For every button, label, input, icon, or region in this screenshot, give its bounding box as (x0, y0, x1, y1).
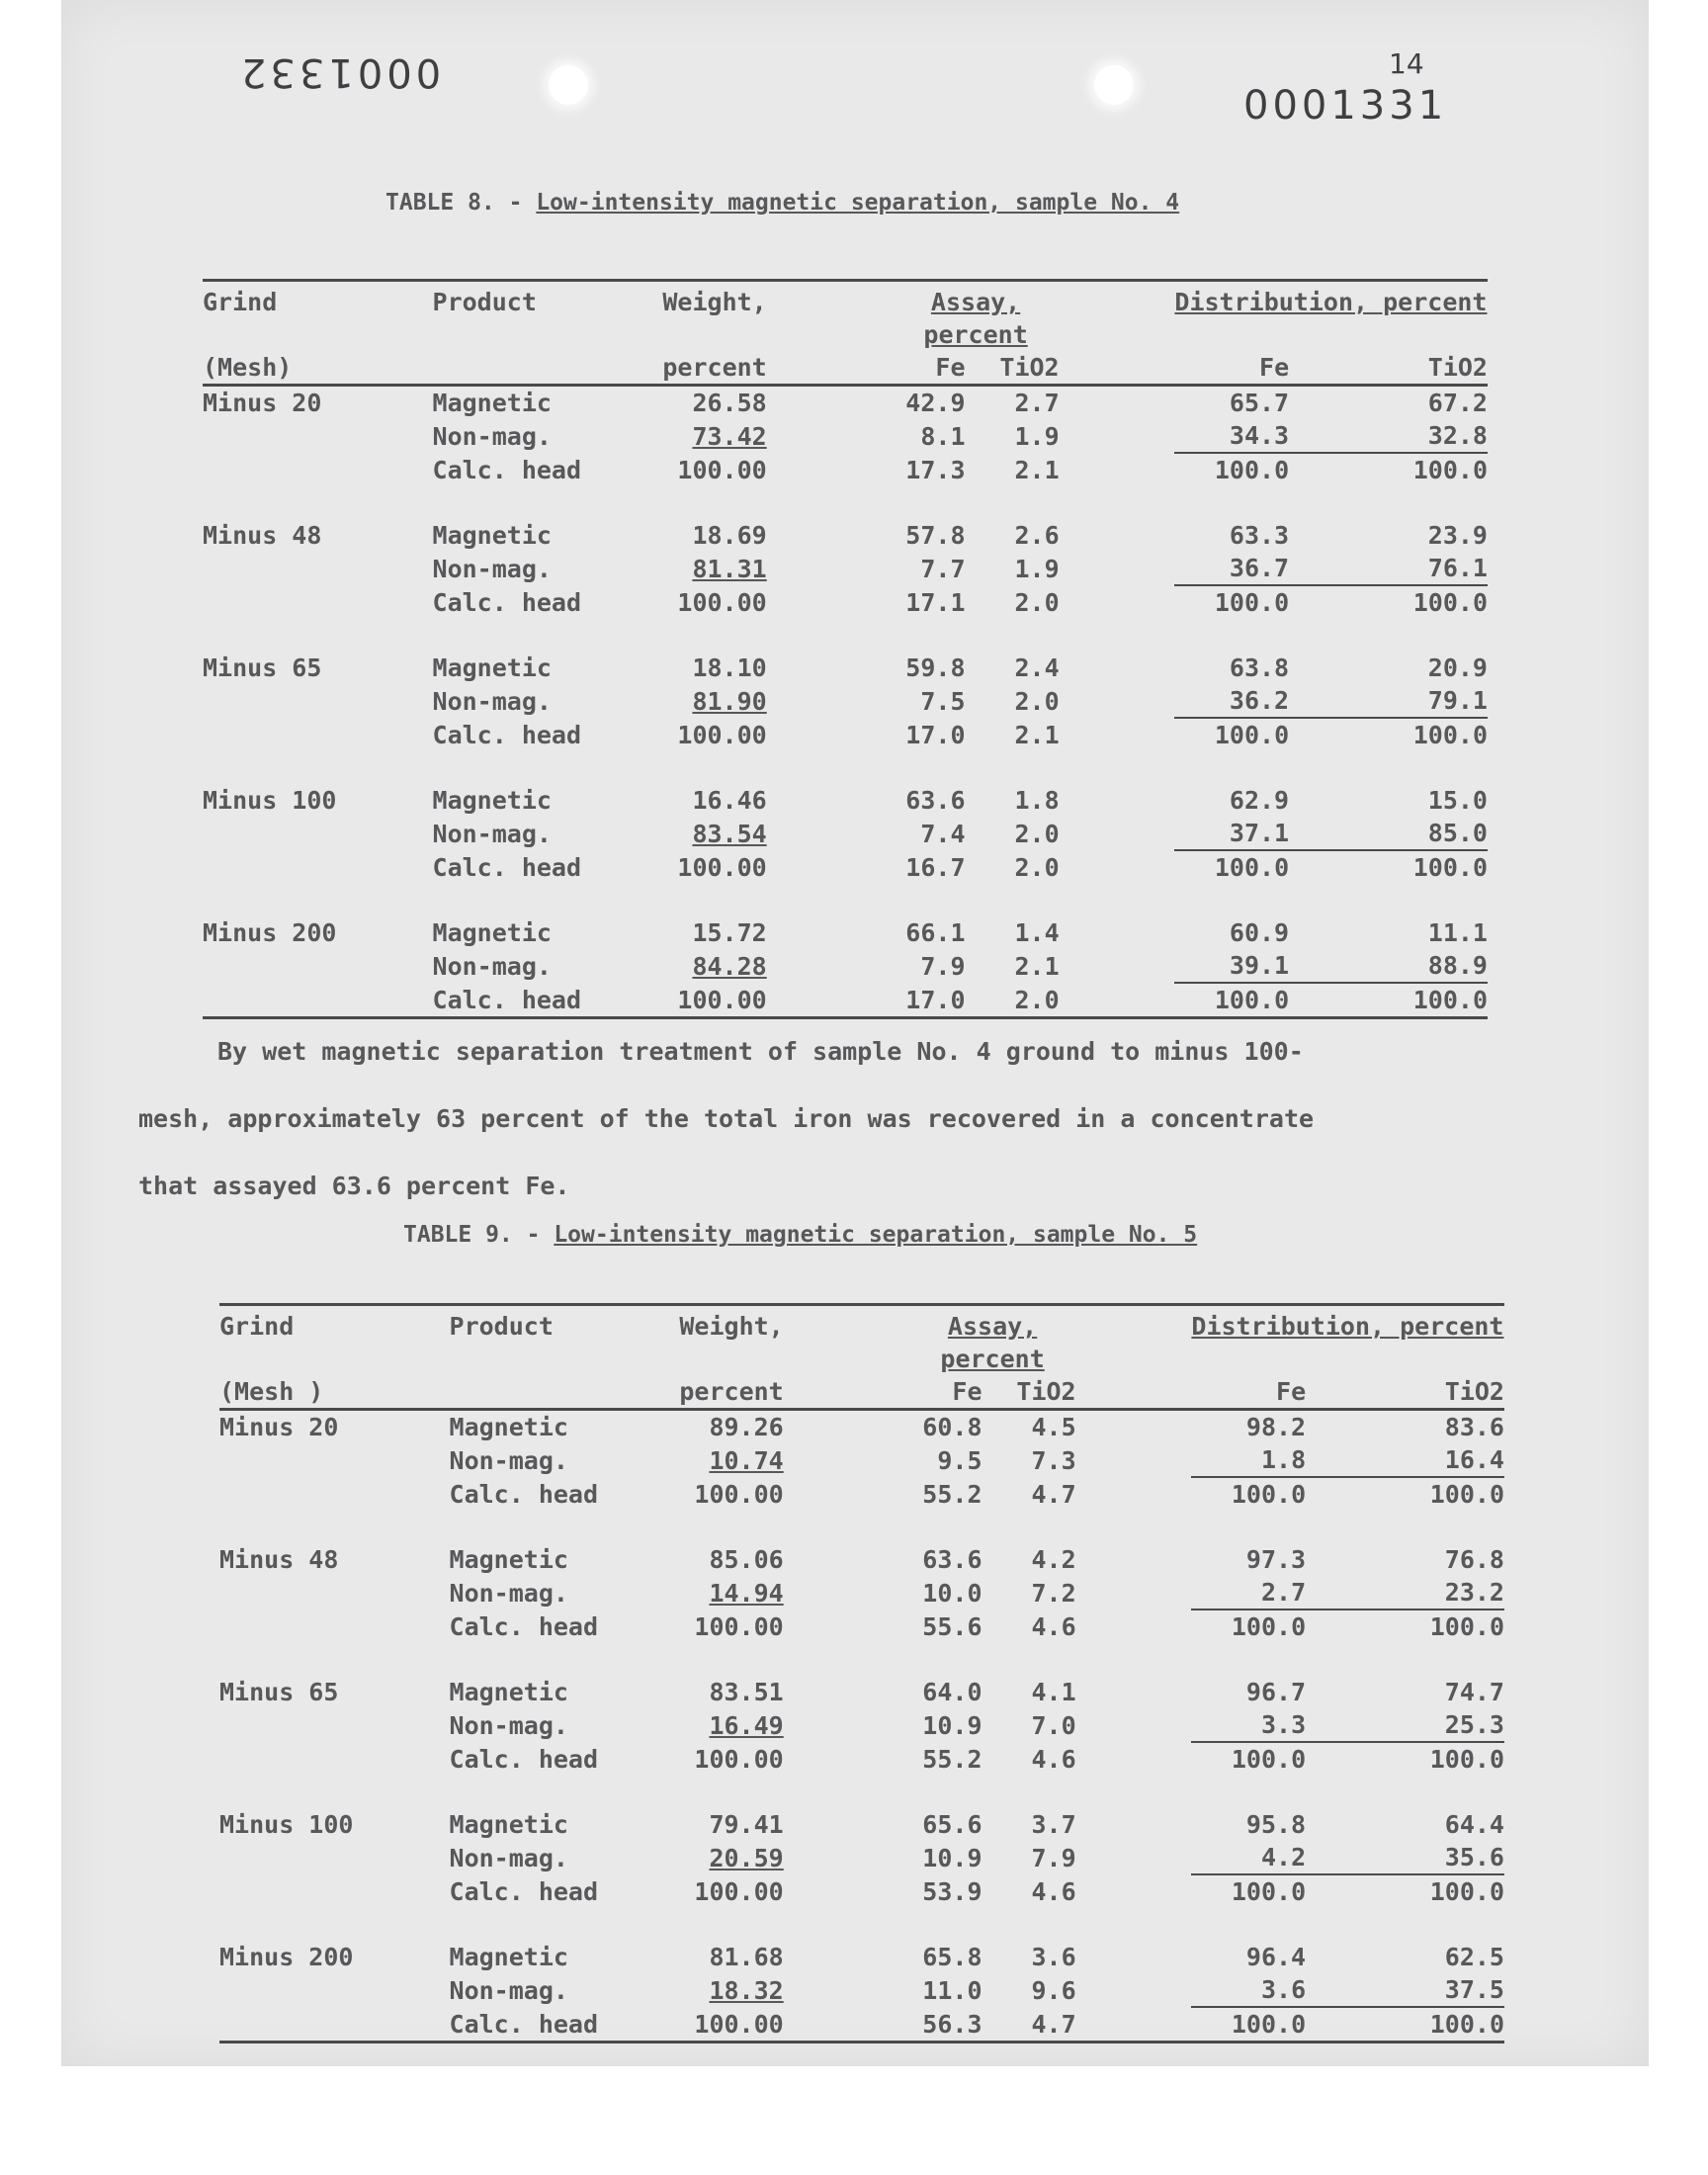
assay-fe-cell: 65.6 (922, 1810, 982, 1839)
table8-caption (385, 190, 1179, 216)
table8-label: TABLE 8. - (385, 190, 537, 216)
product-cell: Calc. head (433, 983, 641, 1018)
dist-fe-cell: 63.3 (1229, 521, 1290, 550)
dist-tio2-cell: 100.0 (1412, 721, 1488, 749)
product-cell: Calc. head (449, 1744, 599, 1774)
grind-cell: Minus 20 (219, 1413, 339, 1441)
dist-tio2-cell: 100.0 (1373, 983, 1488, 1018)
table-row (203, 419, 1488, 453)
header-weight: Weight, (658, 1305, 784, 1376)
grind-group (219, 1908, 1504, 2043)
product-cell: Non-mag. (432, 686, 552, 716)
grind-cell (203, 419, 433, 453)
grind-cell (203, 983, 433, 1018)
table-row (219, 1742, 1504, 1776)
weight-cell: 18.69 (692, 521, 767, 550)
table-row (203, 751, 1488, 817)
assay-tio2-cell: 4.1 (1031, 1678, 1076, 1706)
table-row (203, 684, 1488, 718)
grind-group (203, 619, 1488, 751)
assay-tio2-cell: 7.3 (1031, 1445, 1076, 1475)
assay-tio2-cell: 1.4 (1014, 918, 1060, 947)
assay-tio2-cell: 2.6 (1014, 521, 1060, 550)
dist-fe-cell: 96.4 (1245, 1943, 1307, 1971)
dist-fe-cell: 100.0 (1231, 1877, 1307, 1906)
assay-tio2-cell: 2.7 (1014, 389, 1060, 417)
dist-fe-cell: 39.1 (1174, 949, 1289, 983)
grind-cell: Minus 200 (203, 918, 337, 947)
table-row (219, 1511, 1504, 1576)
dist-tio2-cell: 100.0 (1390, 2007, 1504, 2043)
table-row (219, 1576, 1504, 1610)
dist-fe-cell: 34.3 (1174, 419, 1289, 453)
dist-tio2-cell: 76.8 (1444, 1545, 1504, 1574)
product-cell: Calc. head (449, 1876, 599, 1906)
dist-tio2-cell: 16.4 (1390, 1443, 1504, 1477)
body-paragraph (138, 1018, 1522, 1220)
product-cell: Magnetic (432, 653, 552, 682)
grind-cell (203, 949, 433, 983)
grind-cell: Minus 48 (219, 1545, 339, 1574)
header-dist-fe: Fe (1174, 351, 1289, 386)
product-cell: Non-mag. (432, 951, 552, 981)
assay-fe-cell: 8.1 (920, 421, 966, 451)
dist-tio2-cell: 100.0 (1412, 853, 1488, 882)
weight-cell: 100.00 (677, 852, 767, 882)
weight-cell: 73.42 (692, 421, 767, 451)
assay-tio2-cell: 7.2 (1031, 1578, 1076, 1608)
product-cell: Non-mag. (432, 554, 552, 583)
grind-group (203, 386, 1488, 487)
dist-fe-cell: 95.8 (1245, 1810, 1307, 1839)
dist-tio2-cell: 67.2 (1427, 389, 1488, 417)
weight-cell: 85.06 (709, 1545, 784, 1574)
table-row (203, 850, 1488, 884)
weight-cell: 100.00 (641, 983, 767, 1018)
grind-cell (203, 684, 433, 718)
grind-cell: Minus 20 (203, 389, 322, 417)
dist-tio2-cell: 76.1 (1373, 552, 1488, 585)
table-row (219, 1874, 1504, 1908)
assay-fe-cell: 17.0 (893, 983, 966, 1018)
product-cell: Magnetic (432, 389, 552, 417)
weight-cell: 84.28 (692, 951, 767, 981)
product-cell: Magnetic (449, 1810, 568, 1839)
dist-fe-cell: 3.6 (1191, 1973, 1306, 2007)
assay-fe-cell: 10.9 (922, 1710, 982, 1740)
assay-fe-cell: 56.3 (909, 2007, 982, 2043)
dist-fe-cell: 97.3 (1245, 1545, 1307, 1574)
assay-fe-cell: 10.9 (922, 1843, 982, 1872)
table-row (219, 1443, 1504, 1477)
weight-cell: 100.00 (694, 1744, 784, 1774)
assay-fe-cell: 7.4 (920, 819, 966, 848)
dist-tio2-cell: 100.0 (1429, 1480, 1504, 1509)
dist-tio2-cell: 74.7 (1444, 1678, 1504, 1706)
assay-fe-cell: 53.9 (922, 1876, 982, 1906)
table-row (203, 983, 1488, 1018)
assay-fe-cell: 17.0 (905, 720, 966, 749)
grind-group (203, 884, 1488, 1018)
weight-cell: 100.00 (694, 1479, 784, 1509)
table-row (203, 619, 1488, 684)
assay-tio2-cell: 4.6 (1031, 1611, 1076, 1641)
grind-group (203, 751, 1488, 884)
header-product: Product (433, 281, 641, 352)
product-cell: Non-mag. (432, 421, 552, 451)
assay-tio2-cell: 4.7 (1031, 1479, 1076, 1509)
weight-cell: 18.32 (709, 1975, 784, 2005)
header-weight-unit: percent (641, 351, 767, 386)
assay-tio2-cell: 2.1 (1014, 720, 1060, 749)
product-cell: Non-mag. (449, 1445, 568, 1475)
assay-fe-cell: 60.8 (922, 1413, 982, 1441)
dist-fe-cell: 65.7 (1229, 389, 1290, 417)
table-row (219, 2007, 1504, 2043)
assay-tio2-cell: 7.9 (1031, 1843, 1076, 1872)
assay-fe-cell: 17.3 (905, 455, 966, 484)
weight-cell: 100.00 (694, 1611, 784, 1641)
assay-fe-cell: 66.1 (905, 918, 966, 947)
header-fe: Fe (893, 351, 966, 386)
dist-fe-cell: 100.0 (1191, 2007, 1306, 2043)
grind-cell: Minus 65 (219, 1678, 339, 1706)
weight-cell: 26.58 (692, 389, 767, 417)
table-row (203, 453, 1488, 486)
page-number: 14 (1389, 47, 1424, 80)
assay-fe-cell: 16.7 (905, 852, 966, 882)
assay-tio2-cell: 4.5 (1031, 1413, 1076, 1441)
grind-cell: Minus 48 (203, 521, 322, 550)
weight-cell: 14.94 (709, 1578, 784, 1608)
assay-tio2-cell: 9.6 (1031, 1975, 1076, 2005)
header-grind: Grind (219, 1305, 450, 1376)
product-cell: Calc. head (449, 1611, 599, 1641)
dist-fe-cell: 36.7 (1174, 552, 1289, 585)
grind-cell: Minus 200 (219, 1943, 354, 1971)
table-row (219, 1908, 1504, 1973)
document-number-stamp: 0001331 (1243, 83, 1448, 129)
assay-fe-cell: 17.1 (905, 587, 966, 617)
dist-tio2-cell: 15.0 (1427, 786, 1488, 815)
assay-tio2-cell: 3.6 (1031, 1943, 1076, 1971)
header-dist-tio2: TiO2 (1390, 1375, 1504, 1410)
header-tio2: TiO2 (982, 1375, 1076, 1410)
dist-tio2-cell: 79.1 (1373, 684, 1488, 718)
assay-fe-cell: 63.6 (905, 786, 966, 815)
assay-tio2-cell: 3.7 (1031, 1810, 1076, 1839)
assay-fe-cell: 65.8 (922, 1943, 982, 1971)
product-cell: Magnetic (449, 1678, 568, 1706)
dist-fe-cell: 3.3 (1191, 1708, 1306, 1742)
dist-fe-cell: 100.0 (1231, 1745, 1307, 1774)
product-cell: Magnetic (449, 1545, 568, 1574)
table-row (203, 884, 1488, 949)
table-row (203, 486, 1488, 552)
grind-cell (203, 817, 433, 850)
assay-fe-cell: 7.9 (920, 951, 966, 981)
assay-tio2-cell: 1.9 (1014, 554, 1060, 583)
paragraph-line-2: mesh, approximately 63 percent of the total iron was recovered in a concentrate (138, 1104, 1315, 1133)
weight-cell: 100.00 (694, 1876, 784, 1906)
assay-tio2-cell: 4.6 (1031, 1876, 1076, 1906)
dist-fe-cell: 60.9 (1229, 918, 1290, 947)
grind-group (219, 1410, 1504, 1512)
dist-tio2-cell: 23.2 (1390, 1576, 1504, 1610)
product-cell: Calc. head (432, 720, 582, 749)
header-mesh: (Mesh ) (219, 1375, 450, 1410)
product-cell: Non-mag. (432, 819, 552, 848)
assay-tio2-cell: 1.8 (1014, 786, 1060, 815)
weight-cell: 16.49 (709, 1710, 784, 1740)
product-cell: Calc. head (432, 455, 582, 484)
assay-fe-cell: 59.8 (905, 653, 966, 682)
dist-tio2-cell: 37.5 (1390, 1973, 1504, 2007)
header-fe: Fe (909, 1375, 982, 1410)
grind-cell (203, 718, 433, 751)
weight-cell: 20.59 (709, 1843, 784, 1872)
weight-cell: 100.00 (677, 720, 767, 749)
dist-tio2-cell: 88.9 (1373, 949, 1488, 983)
grind-cell: Minus 100 (203, 786, 337, 815)
assay-tio2-cell: 4.6 (1031, 1744, 1076, 1774)
header-assay: Assay, percent (893, 281, 1060, 352)
header-dist-tio2: TiO2 (1373, 351, 1488, 386)
assay-fe-cell: 9.5 (937, 1445, 982, 1475)
dist-tio2-cell: 83.6 (1444, 1413, 1504, 1441)
weight-cell: 100.00 (677, 455, 767, 484)
grind-group (219, 1776, 1504, 1908)
table8 (203, 279, 1488, 1019)
dist-fe-cell: 100.0 (1214, 853, 1290, 882)
assay-fe-cell: 11.0 (922, 1975, 982, 2005)
assay-tio2-cell: 2.1 (1014, 951, 1060, 981)
dist-fe-cell: 62.9 (1229, 786, 1290, 815)
grind-cell (203, 453, 433, 486)
assay-fe-cell: 55.2 (922, 1479, 982, 1509)
weight-cell: 83.54 (692, 819, 767, 848)
document-number-stamp-upside-down: 0001332 (237, 49, 442, 95)
assay-tio2-cell: 2.4 (1014, 653, 1060, 682)
grind-cell (219, 1610, 450, 1643)
weight-cell: 16.46 (692, 786, 767, 815)
weight-cell: 81.68 (709, 1943, 784, 1971)
table-row (219, 1841, 1504, 1874)
product-cell: Non-mag. (449, 1975, 568, 2005)
header-distribution: Distribution, percent (1191, 1305, 1504, 1376)
assay-fe-cell: 57.8 (905, 521, 966, 550)
grind-cell (219, 1443, 450, 1477)
dist-fe-cell: 36.2 (1174, 684, 1289, 718)
assay-tio2-cell: 2.0 (1014, 852, 1060, 882)
weight-cell: 81.31 (692, 554, 767, 583)
dist-tio2-cell: 64.4 (1444, 1810, 1504, 1839)
dist-tio2-cell: 62.5 (1444, 1943, 1504, 1971)
dist-fe-cell: 100.0 (1214, 456, 1290, 484)
header-assay: Assay, percent (909, 1305, 1076, 1376)
dist-fe-cell: 100.0 (1231, 1480, 1307, 1509)
dist-tio2-cell: 25.3 (1390, 1708, 1504, 1742)
assay-fe-cell: 63.6 (922, 1545, 982, 1574)
punch-hole-left (549, 65, 588, 105)
table-row (203, 585, 1488, 619)
dist-fe-cell: 100.0 (1214, 721, 1290, 749)
dist-fe-cell: 100.0 (1231, 1612, 1307, 1641)
assay-fe-cell: 55.2 (922, 1744, 982, 1774)
grind-cell: Minus 65 (203, 653, 322, 682)
table-row (219, 1410, 1504, 1444)
grind-cell (219, 2007, 450, 2043)
weight-cell: 89.26 (709, 1413, 784, 1441)
dist-tio2-cell: 100.0 (1412, 588, 1488, 617)
table-row (203, 718, 1488, 751)
weight-cell: 100.00 (658, 2007, 784, 2043)
assay-tio2-cell: 7.0 (1031, 1710, 1076, 1740)
grind-cell (219, 1477, 450, 1511)
grind-cell (203, 585, 433, 619)
punch-hole-right (1094, 65, 1134, 105)
weight-cell: 15.72 (692, 918, 767, 947)
grind-cell (219, 1973, 450, 2007)
grind-cell (203, 850, 433, 884)
assay-tio2-cell: 2.0 (1014, 587, 1060, 617)
dist-tio2-cell: 100.0 (1429, 1877, 1504, 1906)
table9 (219, 1303, 1504, 2044)
grind-cell (219, 1576, 450, 1610)
assay-tio2-cell: 2.1 (1014, 455, 1060, 484)
assay-fe-cell: 7.5 (920, 686, 966, 716)
table-row (219, 1973, 1504, 2007)
dist-tio2-cell: 100.0 (1429, 1612, 1504, 1641)
assay-tio2-cell: 2.0 (1014, 819, 1060, 848)
dist-tio2-cell: 100.0 (1412, 456, 1488, 484)
product-cell: Magnetic (432, 786, 552, 815)
product-cell: Calc. head (450, 2007, 658, 2043)
assay-tio2-cell: 1.9 (1014, 421, 1060, 451)
product-cell: Magnetic (449, 1943, 568, 1971)
dist-fe-cell: 1.8 (1191, 1443, 1306, 1477)
dist-tio2-cell: 85.0 (1373, 817, 1488, 850)
table-row (219, 1643, 1504, 1708)
assay-tio2-cell: 2.0 (1014, 686, 1060, 716)
weight-cell: 79.41 (709, 1810, 784, 1839)
assay-fe-cell: 55.6 (922, 1611, 982, 1641)
dist-tio2-cell: 11.1 (1427, 918, 1488, 947)
header-product: Product (450, 1305, 658, 1376)
weight-cell: 83.51 (709, 1678, 784, 1706)
table-row (203, 386, 1488, 420)
table-row (219, 1708, 1504, 1742)
grind-group (219, 1511, 1504, 1643)
assay-tio2-cell: 4.2 (1031, 1545, 1076, 1574)
table9-title: Low-intensity magnetic separation, sample No. 5 (554, 1222, 1198, 1248)
table-row (219, 1610, 1504, 1643)
dist-fe-cell: 2.7 (1191, 1576, 1306, 1610)
product-cell: Non-mag. (449, 1578, 568, 1608)
header-distribution: Distribution, percent (1174, 281, 1488, 352)
weight-cell: 10.74 (709, 1445, 784, 1475)
weight-cell: 81.90 (692, 686, 767, 716)
dist-fe-cell: 4.2 (1191, 1841, 1306, 1874)
table-row (219, 1477, 1504, 1511)
assay-fe-cell: 64.0 (922, 1678, 982, 1706)
grind-cell: Minus 100 (219, 1810, 354, 1839)
dist-fe-cell: 98.2 (1245, 1413, 1307, 1441)
grind-cell (219, 1742, 450, 1776)
paragraph-line-3: that assayed 63.6 percent Fe. (138, 1172, 570, 1200)
grind-cell (203, 552, 433, 585)
header-weight: Weight, (641, 281, 767, 352)
product-cell: Non-mag. (449, 1710, 568, 1740)
product-cell: Magnetic (449, 1413, 568, 1441)
header-grind: Grind (203, 281, 433, 352)
dist-tio2-cell: 100.0 (1429, 1745, 1504, 1774)
dist-tio2-cell: 32.8 (1373, 419, 1488, 453)
table-row (203, 552, 1488, 585)
product-cell: Magnetic (432, 918, 552, 947)
dist-fe-cell: 63.8 (1229, 653, 1290, 682)
weight-cell: 100.00 (677, 587, 767, 617)
dist-tio2-cell: 20.9 (1427, 653, 1488, 682)
grind-group (219, 1643, 1504, 1776)
table-row (219, 1776, 1504, 1841)
table8-title: Low-intensity magnetic separation, sample No. 4 (536, 190, 1180, 216)
paragraph-line-1: By wet magnetic separation treatment of sample No. 4 ground to minus 100- (217, 1037, 1304, 1066)
table9-label: TABLE 9. - (403, 1222, 555, 1248)
grind-cell (219, 1874, 450, 1908)
header-tio2: TiO2 (966, 351, 1060, 386)
dist-fe-cell: 100.0 (1174, 983, 1289, 1018)
header-dist-fe: Fe (1191, 1375, 1306, 1410)
product-cell: Calc. head (432, 852, 582, 882)
dist-fe-cell: 100.0 (1214, 588, 1290, 617)
header-mesh: (Mesh) (203, 351, 433, 386)
header-weight-unit: percent (658, 1375, 784, 1410)
product-cell: Calc. head (432, 587, 582, 617)
dist-tio2-cell: 23.9 (1427, 521, 1488, 550)
assay-tio2-cell: 2.0 (966, 983, 1060, 1018)
product-cell: Magnetic (432, 521, 552, 550)
grind-group (203, 486, 1488, 619)
table9-caption (403, 1222, 1197, 1248)
dist-fe-cell: 96.7 (1245, 1678, 1307, 1706)
product-cell: Calc. head (449, 1479, 599, 1509)
assay-fe-cell: 10.0 (922, 1578, 982, 1608)
dist-tio2-cell: 35.6 (1390, 1841, 1504, 1874)
weight-cell: 18.10 (692, 653, 767, 682)
table-row (203, 817, 1488, 850)
assay-tio2-cell: 4.7 (982, 2007, 1076, 2043)
assay-fe-cell: 42.9 (905, 389, 966, 417)
product-cell: Non-mag. (449, 1843, 568, 1872)
grind-cell (219, 1841, 450, 1874)
grind-cell (219, 1708, 450, 1742)
table-row (203, 949, 1488, 983)
dist-fe-cell: 37.1 (1174, 817, 1289, 850)
assay-fe-cell: 7.7 (920, 554, 966, 583)
